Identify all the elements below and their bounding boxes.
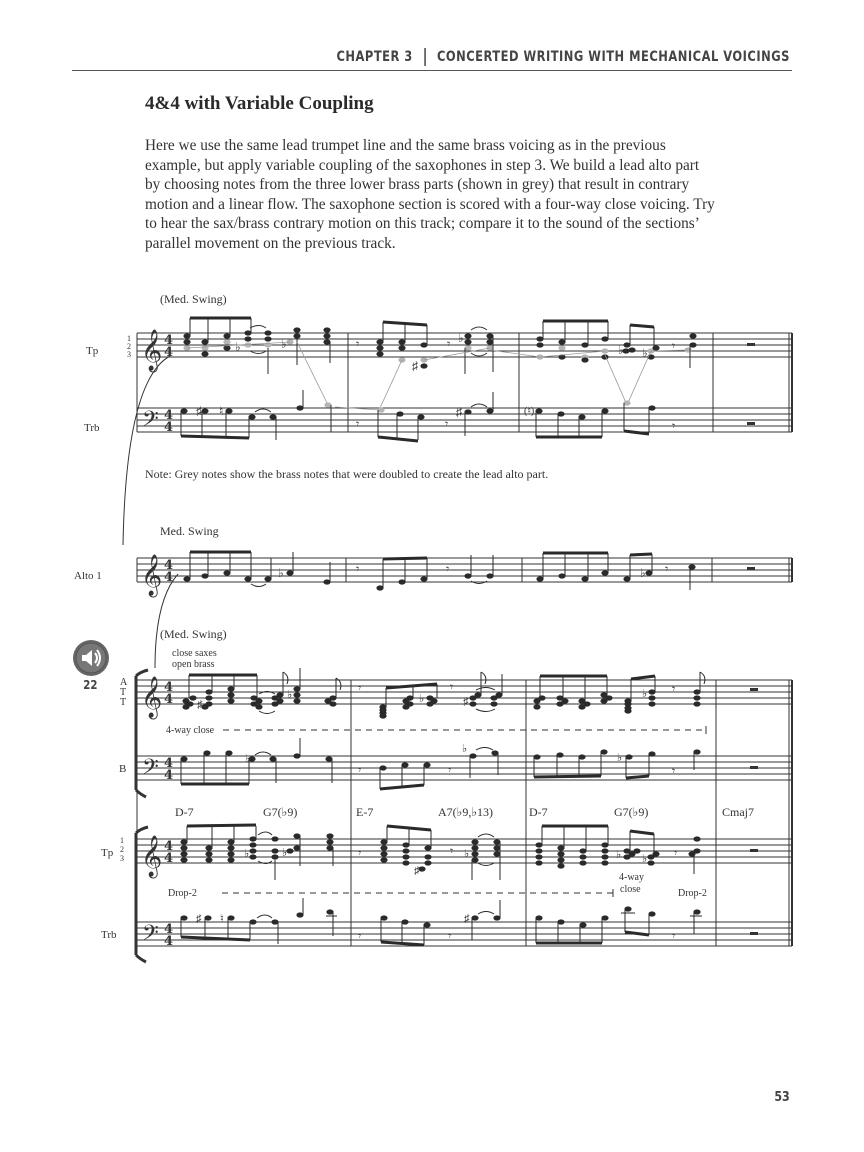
svg-text:3: 3: [127, 350, 131, 359]
svg-text:𝄾: 𝄾: [358, 929, 362, 943]
section-title: 4&4 with Variable Coupling: [145, 93, 374, 114]
svg-text:Drop-2: Drop-2: [678, 888, 707, 899]
svg-text:♭: ♭: [235, 340, 241, 354]
bari-stems-ex3: [181, 738, 758, 789]
svg-text:𝄾: 𝄾: [447, 337, 451, 351]
svg-text:4: 4: [164, 756, 174, 771]
svg-text:4: 4: [164, 680, 174, 695]
svg-text:2: 2: [127, 342, 131, 351]
svg-text:close: close: [620, 884, 641, 895]
svg-text:♭: ♭: [458, 331, 464, 345]
svg-text:♭: ♭: [642, 688, 648, 700]
svg-text:T: T: [120, 687, 127, 698]
alto-staff: [137, 558, 792, 582]
svg-text:open brass: open brass: [172, 659, 215, 670]
svg-text:𝄾: 𝄾: [450, 680, 454, 694]
trb-stems-ex1: [181, 390, 755, 441]
svg-text:♯: ♯: [196, 913, 202, 925]
chord-symbol: G7(♭9): [263, 805, 298, 819]
svg-text:♭: ♭: [618, 343, 624, 357]
svg-text:𝄾: 𝄾: [672, 419, 676, 433]
svg-text:♮: ♮: [219, 404, 224, 418]
svg-text:𝄾: 𝄾: [672, 339, 676, 353]
svg-text:♯: ♯: [196, 404, 202, 418]
svg-text:1: 1: [120, 836, 124, 845]
svg-text:B: B: [119, 763, 127, 775]
svg-text:4: 4: [164, 934, 174, 949]
svg-text:𝄾: 𝄾: [672, 682, 676, 696]
svg-text:𝄾: 𝄾: [448, 929, 452, 943]
svg-text:♭: ♭: [616, 849, 622, 861]
brass-voicing-label: Drop-2: [168, 888, 197, 899]
svg-text:𝄾: 𝄾: [356, 562, 360, 576]
svg-text:4: 4: [164, 420, 174, 435]
svg-text:♭: ♭: [462, 743, 468, 755]
svg-text:♯: ♯: [412, 359, 418, 373]
svg-text:♭: ♭: [281, 337, 287, 351]
svg-text:T: T: [120, 697, 127, 708]
bass-clef-icon: 𝄢: [142, 407, 159, 437]
svg-text:𝄾: 𝄾: [358, 763, 362, 777]
treble-clef-icon: 𝄞: [141, 330, 163, 371]
svg-text:𝄾: 𝄾: [674, 846, 678, 860]
svg-text:close saxes: close saxes: [172, 648, 217, 659]
svg-text:♭: ♭: [642, 853, 648, 865]
svg-text:Trb: Trb: [101, 929, 117, 941]
svg-text:𝄾: 𝄾: [356, 337, 360, 351]
tp-stems-ex1: [187, 318, 755, 410]
clefs-ex3: [141, 676, 173, 951]
svg-text:♯: ♯: [464, 913, 470, 925]
svg-text:4: 4: [164, 922, 174, 937]
svg-text:♯: ♯: [197, 699, 203, 711]
svg-text:2: 2: [120, 845, 124, 854]
svg-text:4: 4: [164, 408, 174, 423]
svg-text:♭: ♭: [464, 848, 470, 860]
bass-clef-icon: 𝄢: [142, 755, 159, 785]
svg-text:4: 4: [164, 558, 174, 573]
example1-labels: [84, 292, 548, 481]
page-number: 53: [774, 1090, 790, 1105]
svg-text:𝄾: 𝄾: [665, 562, 669, 576]
svg-text:♮: ♮: [220, 913, 224, 925]
svg-text:𝄾: 𝄾: [356, 417, 360, 431]
chord-symbol: D-7: [175, 805, 194, 819]
svg-text:♭: ♭: [640, 566, 646, 580]
svg-text:♭: ♭: [642, 346, 648, 360]
svg-text:4: 4: [164, 333, 174, 348]
treble-clef-icon: 𝄞: [141, 836, 163, 877]
svg-text:𝄾: 𝄾: [445, 417, 449, 431]
chord-symbol: Cmaj7: [722, 805, 754, 819]
svg-text:Tp: Tp: [101, 847, 114, 859]
sax-stems-ex3: [189, 668, 758, 714]
clefs-ex1: [141, 329, 173, 437]
svg-text:(♮): (♮): [524, 406, 535, 417]
svg-text:4: 4: [164, 851, 174, 866]
body-paragraph: Here we use the same lead trumpet line and the same brass voicing as in the previous example, but apply variable coupling of the saxophones in step 3. We build a lead alto part by choosing notes from the three lower brass parts (shown in grey) that result in contrary motion and a linear flow. The saxophone section is scored with a four-way close voicing. Try to hear the sax/brass contrary motion on this track; compare it to the sound of the sections’ parallel movement on the previous track.: [145, 137, 715, 252]
svg-text:𝄾: 𝄾: [672, 929, 676, 943]
svg-text:𝄾: 𝄾: [448, 763, 452, 777]
svg-text:♭: ♭: [278, 566, 284, 580]
trb-notes-ex1: [180, 400, 655, 419]
grey-notes-caption: Note: Grey notes show the brass notes that were doubled to create the lead alto part.: [145, 467, 549, 481]
arrow-to-alto: [123, 356, 170, 545]
svg-text:𝄾: 𝄾: [672, 764, 676, 778]
svg-text:4: 4: [164, 345, 174, 360]
chord-symbol: G7(♭9): [614, 805, 649, 819]
svg-text:♯: ♯: [414, 865, 420, 877]
treble-clef-icon: 𝄞: [141, 677, 163, 718]
svg-text:𝄾: 𝄾: [358, 681, 362, 695]
svg-text:4: 4: [164, 692, 174, 707]
alto-label: Alto 1: [74, 570, 102, 582]
svg-text:♭: ♭: [282, 847, 288, 859]
svg-text:♭: ♭: [245, 753, 251, 765]
chapter-title: CONCERTED WRITING WITH MECHANICAL VOICINGS: [437, 49, 790, 65]
svg-text:4: 4: [164, 570, 174, 585]
chord-symbol: A7(♭9,♭13): [438, 805, 493, 819]
svg-text:𝄾: 𝄾: [446, 562, 450, 576]
chord-symbol: E-7: [356, 805, 374, 819]
svg-text:4: 4: [164, 768, 174, 783]
tempo-marking: (Med. Swing): [160, 292, 227, 306]
svg-text:𝄾: 𝄾: [358, 846, 362, 860]
svg-text:1: 1: [127, 334, 131, 343]
svg-text:A: A: [120, 677, 128, 688]
svg-text:♯: ♯: [463, 696, 469, 708]
tempo-marking-ex3: (Med. Swing): [160, 627, 227, 641]
trombone-label: Trb: [84, 422, 100, 434]
svg-text:♯: ♯: [456, 405, 462, 419]
sax-notes-ex3: [182, 686, 700, 718]
svg-text:♭: ♭: [244, 848, 250, 860]
svg-text:♭: ♭: [617, 752, 623, 764]
chord-symbol: D-7: [529, 805, 548, 819]
treble-clef-icon: 𝄞: [141, 555, 163, 596]
svg-text:♭: ♭: [287, 689, 293, 701]
svg-text:3: 3: [120, 854, 124, 863]
svg-text:4: 4: [164, 839, 174, 854]
bass-clef-icon: 𝄢: [142, 921, 159, 951]
svg-text:𝄾: 𝄾: [450, 844, 454, 858]
sax-voicing-label: 4-way close: [166, 725, 215, 736]
svg-text:♭: ♭: [419, 693, 425, 705]
tempo-marking-alto: Med. Swing: [160, 524, 219, 538]
trumpet-label: Tp: [86, 345, 99, 357]
chapter-label: CHAPTER 3: [336, 49, 413, 65]
svg-text:4-way: 4-way: [619, 872, 644, 883]
audio-track-number: 22: [83, 678, 98, 692]
